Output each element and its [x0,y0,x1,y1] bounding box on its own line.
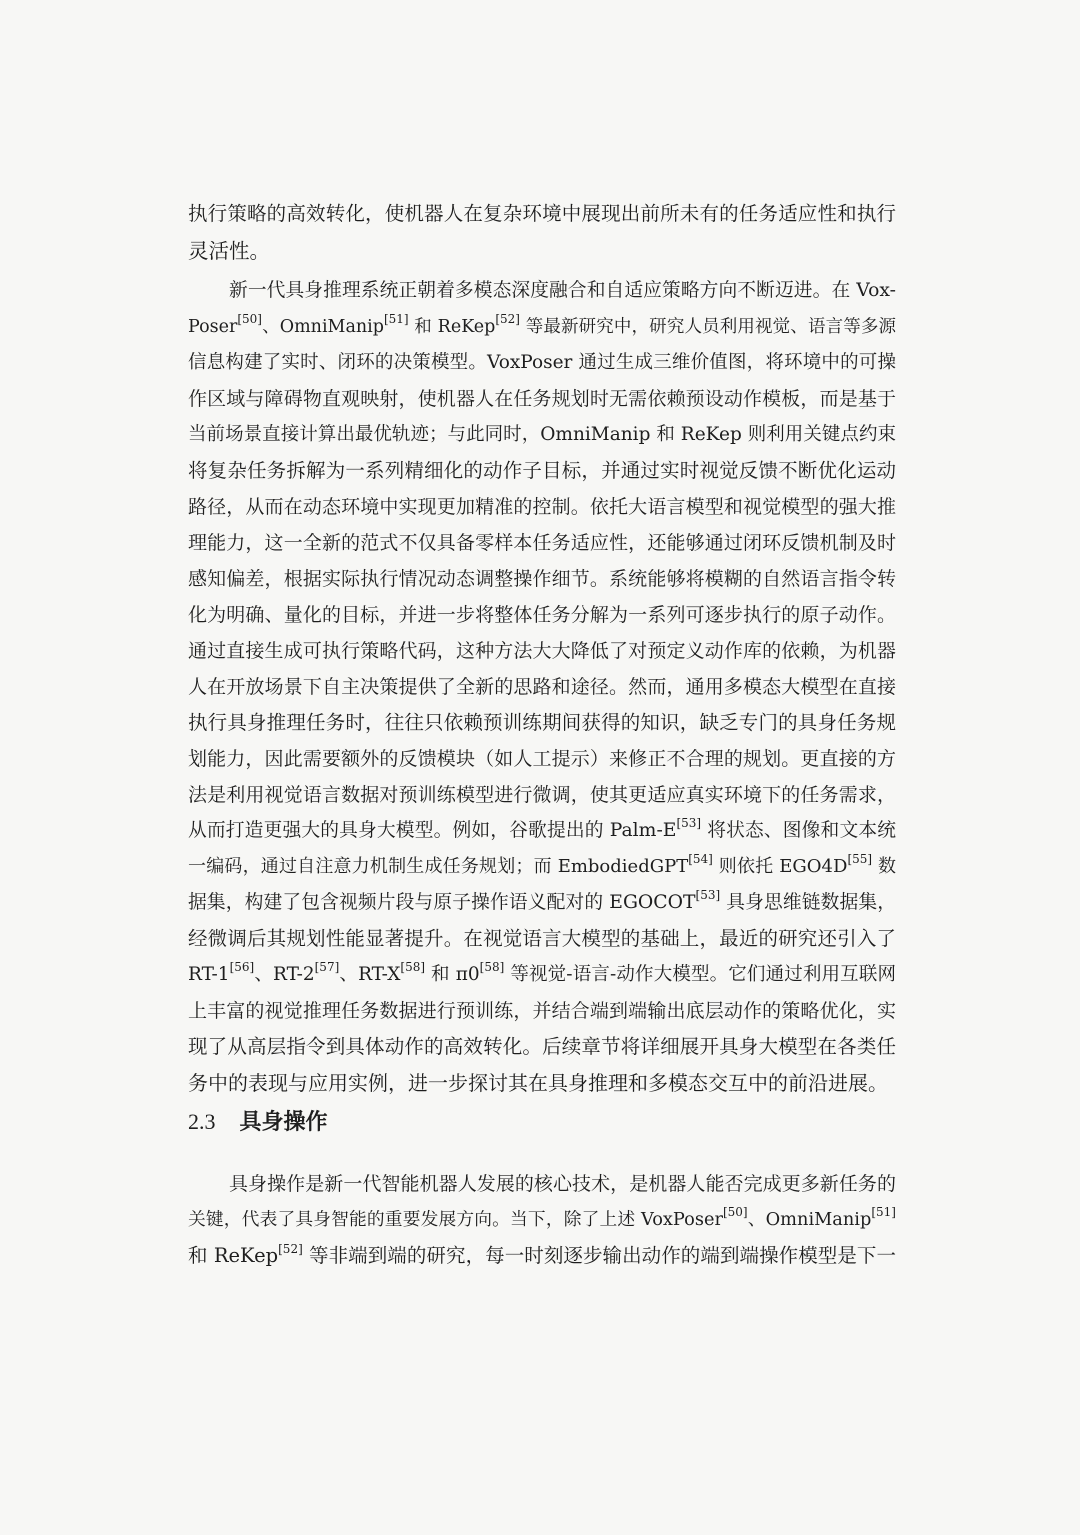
text-run: 等视觉-语言-动作大模型。它们通过利用互联网 [504,964,896,985]
text-line: 执行策略的高效转化，使机器人在复杂环境中展现出前所未有的任务适应性和执行 [188,202,896,225]
text-run: 等最新研究中，研究人员利用视觉、语言等多源 [520,317,897,337]
text-line: 人在开放场景下自主决策提供了全新的思路和途径。然而，通用多模态大模型在直接 [188,676,896,698]
citation: [52] [495,312,520,326]
text-run: 、RT-X [339,964,401,985]
section-heading [188,1104,328,1140]
text-line: 通过直接生成可执行策略代码，这种方法大大降低了对预定义动作库的依赖，为机器 [188,640,896,662]
section-number: 2.3 [188,1109,216,1134]
text-line: 灵活性。 [188,239,270,263]
citation: [50] [237,312,262,326]
text-run: 和 ReKep [408,317,496,337]
citation: [53] [676,816,702,830]
text-line: 具身操作是新一代智能机器人发展的核心技术，是机器人能否完成更多新任务的 [229,1173,896,1195]
text-run: 、OmniManip [747,1210,872,1230]
text-line [188,1201,896,1239]
text-line: 现了从高层指令到具体动作的高效转化。后续章节将详细展开具身大模型在各类任 [188,1035,896,1058]
citation: [51] [871,1205,896,1219]
text-run: 和 ReKep [188,1244,279,1267]
text-run: 从而打造更强大的具身大模型。例如，谷歌提出的 Palm-E [188,820,677,841]
text-line: 信息构建了实时、闭环的决策模型。VoxPoser 通过生成三维价值图，将环境中的可操 [188,352,896,373]
citation: [55] [847,852,873,866]
text-line: 化为明确、量化的目标，并进一步将整体任务分解为一系列可逐步执行的原子动作。 [188,604,896,626]
text-line: 新一代具身推理系统正朝着多模态深度融合和自适应策略方向不断迈进。在 Vox- [229,280,896,301]
text-line [188,812,896,850]
text-run: Poser [188,317,238,337]
citation: [58] [479,960,505,974]
text-run: 具身思维链数据集， [720,892,896,913]
text-run: 等非端到端的研究，每一时刻逐步输出动作的端到端操作模型是下一 [302,1244,896,1267]
citation: [50] [722,1205,748,1219]
text-run: 数 [872,856,896,877]
text-line: 经微调后其规划性能显著提升。在视觉语言大模型的基础上，最近的研究还引入了 [188,927,896,950]
citation: [54] [688,852,713,866]
citation: [53] [695,888,721,902]
text-line [188,956,896,994]
text-run: RT-1 [188,964,230,985]
text-line: 感知偏差，根据实际执行情况动态调整操作细节。系统能够将模糊的自然语言指令转 [188,568,896,590]
text-run: 和 π0 [425,964,480,985]
text-line: 划能力，因此需要额外的反馈模块（如人工提示）来修正不合理的规划。更直接的方 [188,748,896,770]
text-run: 、RT-2 [254,964,315,985]
text-line [188,308,896,346]
text-line: 法是利用视觉语言数据对预训练模型进行微调，使其更适应真实环境下的任务需求， [188,784,896,806]
text-line [188,1237,896,1275]
citation: [56] [229,960,255,974]
text-line: 作区域与障碍物直观映射，使机器人在任务规划时无需依赖预设动作模板，而是基于 [188,388,896,410]
text-line [188,848,896,886]
citation: [52] [278,1242,303,1256]
text-line: 执行具身推理任务时，往往只依赖预训练期间获得的知识，缺乏专门的具身任务规 [188,711,896,734]
text-run: 据集，构建了包含视频片段与原子操作语义配对的 EGOCOT [188,892,696,913]
text-run: 则依托 EGO4D [712,856,848,877]
text-line: 上丰富的视觉推理任务数据进行预训练，并结合端到端输出底层动作的策略优化，实 [188,1000,896,1022]
citation: [58] [400,960,426,974]
text-line: 务中的表现与应用实例，进一步探讨其在具身推理和多模态交互中的前沿进展。 [188,1071,888,1095]
text-line: 将复杂任务拆解为一系列精细化的动作子目标，并通过实时视觉反馈不断优化运动 [188,459,896,482]
text-run: 、OmniManip [261,317,384,337]
text-run: 关键，代表了具身智能的重要发展方向。当下，除了上述 VoxPoser [188,1210,723,1230]
citation: [57] [314,960,340,974]
text-line: 当前场景直接计算出最优轨迹；与此同时，OmniManip 和 ReKep 则利用关键点约束 [188,424,896,445]
text-run: 将状态、图像和文本统 [701,820,896,841]
citation: [51] [383,312,409,326]
text-line: 路径，从而在动态环境中实现更加精准的控制。依托大语言模型和视觉模型的强大推 [188,496,896,518]
text-line [188,884,896,922]
text-line: 理能力，这一全新的范式不仅具备零样本任务适应性，还能够通过闭环反馈机制及时 [188,532,896,554]
text-run: 一编码，通过自注意力机制生成任务规划；而 EmbodiedGPT [188,856,689,877]
section-title: 具身操作 [239,1110,328,1135]
